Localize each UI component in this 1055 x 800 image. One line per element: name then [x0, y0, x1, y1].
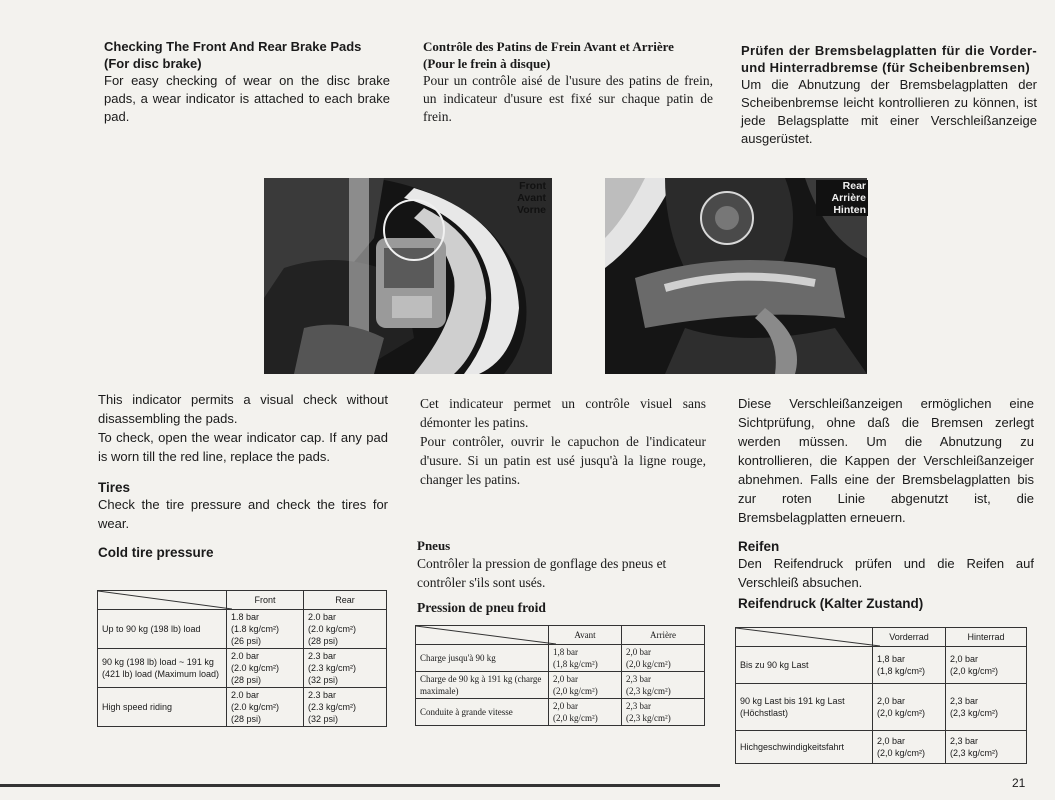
german-cold-title: Reifendruck (Kalter Zustand) — [738, 596, 924, 611]
table-cell-rear — [304, 649, 387, 688]
table-header-row — [416, 626, 705, 645]
value-kgcm: (2.3 kg/cm²) — [308, 702, 357, 712]
table-cell-rear — [946, 731, 1027, 764]
french-heading: Contrôle des Patins de Frein Avant et Arrière — [423, 39, 674, 54]
value-kgcm: (1,8 kg/cm²) — [877, 666, 926, 676]
french-tires-text: Contrôler la pression de gonflage des pneus et contrôler s'ils sont usés. — [417, 556, 667, 590]
table-col-front: Avant — [549, 626, 622, 645]
table-cell-rear — [622, 699, 705, 726]
english-tires-text: Check the tire pressure and check the tires for wear. — [98, 497, 388, 531]
table-row — [736, 647, 1027, 684]
table-cell-front — [549, 645, 622, 672]
german-tires-text: Den Reifendruck prüfen und die Reifen auf Verschleiß absuchen. — [738, 556, 1034, 590]
value-bar: 2,3 bar — [626, 674, 651, 684]
table-cell-rear — [622, 672, 705, 699]
english-heading: Checking The Front And Rear Brake Pads — [104, 39, 362, 54]
value-kgcm: (2.0 kg/cm²) — [231, 702, 280, 712]
table-row — [736, 731, 1027, 764]
value-bar: 2,0 bar — [553, 674, 578, 684]
front-photo-label — [496, 180, 546, 216]
table-row-label: Bis zu 90 kg Last — [736, 647, 873, 684]
table-header-row — [98, 591, 387, 610]
value-kgcm: (2,0 kg/cm²) — [626, 659, 671, 669]
french-check-text-1: Cet indicateur permet un contrôle visuel sans démonter les patins. — [420, 396, 706, 430]
front-label-en: Front — [519, 180, 546, 192]
table-corner-cell — [98, 591, 227, 610]
value-bar: 1,8 bar — [553, 647, 578, 657]
value-psi: (28 psi) — [231, 675, 262, 685]
table-row-label: Charge de 90 kg à 191 kg (charge maximale) — [416, 672, 549, 699]
value-bar: 2,3 bar — [950, 696, 979, 706]
french-tires-title: Pneus — [417, 538, 451, 553]
table-col-rear: Rear — [304, 591, 387, 610]
german-intro-text: Um die Abnutzung der Bremsbelagplatten der Scheibenbremse leicht kontrollieren zu können, ist jede Belagsplatte mit einer Verschleißanzeige ausgerüstet. — [741, 77, 1037, 146]
value-kgcm: (2,0 kg/cm²) — [553, 686, 598, 696]
table-row — [98, 688, 387, 727]
german-check-block — [738, 394, 1034, 611]
value-kgcm: (2,3 kg/cm²) — [626, 713, 671, 723]
table-row — [416, 645, 705, 672]
value-kgcm: (2.0 kg/cm²) — [308, 624, 357, 634]
english-check-block — [98, 390, 388, 560]
german-check-text: Diese Verschleißanzeigen ermöglichen eine Sichtprüfung, ohne daß die Bremsen zerlegt werden müssen. Um die Abnutzung zu kontrollieren, die Kappen der Verschleißanzeiger abnehmen. Falls eine der Bremsbelagplatten bis zur roten Linie abgenutzt ist, die Bremsbelagplatten erneuern. — [738, 396, 1034, 525]
english-intro-block — [104, 38, 390, 126]
table-col-rear: Hinterrad — [946, 628, 1027, 647]
table-row — [98, 610, 387, 649]
english-cold-title: Cold tire pressure — [98, 545, 214, 560]
value-kgcm: (2.0 kg/cm²) — [231, 663, 280, 673]
rear-photo-label — [816, 180, 868, 216]
table-cell-rear — [304, 610, 387, 649]
value-bar: 2.3 bar — [308, 690, 337, 700]
value-bar: 2,3 bar — [950, 736, 979, 746]
german-tires-title: Reifen — [738, 539, 780, 554]
front-label-de: Vorne — [517, 204, 546, 216]
table-row — [98, 649, 387, 688]
value-kgcm: (1,8 kg/cm²) — [553, 659, 598, 669]
front-label-fr: Avant — [517, 192, 546, 204]
table-corner-cell — [736, 628, 873, 647]
english-intro-text: For easy checking of wear on the disc brake pads, a wear indicator is attached to each brake pad. — [104, 73, 390, 124]
value-bar: 2,0 bar — [950, 654, 979, 664]
value-bar: 2.0 bar — [231, 651, 260, 661]
french-subheading: (Pour le frein à disque) — [423, 56, 551, 71]
french-check-text-2: Pour contrôler, ouvrir le capuchon de l'indicateur d'usure. Si un patin est usé jusqu'à la ligne rouge, changer les patins. — [420, 434, 706, 487]
bottom-scan-edge — [0, 784, 720, 787]
english-pressure-table — [97, 590, 387, 727]
french-tires-block — [417, 538, 707, 616]
value-bar: 2,3 bar — [626, 701, 651, 711]
table-row-label: Hichgeschwindigkeitsfahrt — [736, 731, 873, 764]
french-intro-block — [423, 38, 713, 126]
value-kgcm: (2,0 kg/cm²) — [950, 666, 999, 676]
table-row-label: 90 kg (198 lb) load ~ 191 kg (421 lb) load (Maximum load) — [98, 649, 227, 688]
english-tires-title: Tires — [98, 480, 131, 495]
table-cell-front — [873, 647, 946, 684]
french-check-block — [420, 394, 706, 489]
english-subheading: (For disc brake) — [104, 56, 202, 71]
diagonal-line — [736, 628, 880, 646]
german-pressure-table — [735, 627, 1027, 764]
german-intro-block — [741, 42, 1037, 148]
table-cell-front — [873, 684, 946, 731]
value-psi: (28 psi) — [231, 714, 262, 724]
table-cell-front — [873, 731, 946, 764]
rear-label-en: Rear — [842, 180, 866, 192]
table-col-front: Vorderrad — [873, 628, 946, 647]
value-psi: (28 psi) — [308, 636, 339, 646]
value-bar: 2,0 bar — [877, 736, 906, 746]
table-row-label: 90 kg Last bis 191 kg Last (Höchstlast) — [736, 684, 873, 731]
value-bar: 2,0 bar — [553, 701, 578, 711]
value-psi: (26 psi) — [231, 636, 262, 646]
value-bar: 2.0 bar — [308, 612, 337, 622]
value-kgcm: (1.8 kg/cm²) — [231, 624, 280, 634]
table-row-label: Up to 90 kg (198 lb) load — [98, 610, 227, 649]
table-cell-front — [227, 688, 304, 727]
table-row-label: Charge jusqu'à 90 kg — [416, 645, 549, 672]
value-bar: 2.3 bar — [308, 651, 337, 661]
value-kgcm: (2,3 kg/cm²) — [950, 748, 999, 758]
value-kgcm: (2,3 kg/cm²) — [950, 708, 999, 718]
table-cell-rear — [622, 645, 705, 672]
table-cell-rear — [304, 688, 387, 727]
german-heading: Prüfen der Bremsbelagplatten für die Vorder- und Hinterradbremse (für Scheibenbremsen) — [741, 43, 1037, 75]
french-intro-text: Pour un contrôle aisé de l'usure des patins de frein, un indicateur d'usure est fixé sur chaque patin de frein. — [423, 73, 713, 124]
english-check-text-2: To check, open the wear indicator cap. If any pad is worn till the red line, replace the pads. — [98, 430, 388, 464]
table-cell-rear — [946, 647, 1027, 684]
value-psi: (32 psi) — [308, 714, 339, 724]
table-cell-front — [227, 610, 304, 649]
value-kgcm: (2,3 kg/cm²) — [626, 686, 671, 696]
value-bar: 2,0 bar — [626, 647, 651, 657]
rear-label-fr: Arrière — [831, 192, 866, 204]
value-kgcm: (2.3 kg/cm²) — [308, 663, 357, 673]
value-kgcm: (2,0 kg/cm²) — [877, 708, 926, 718]
table-cell-front — [549, 699, 622, 726]
french-cold-title: Pression de pneu froid — [417, 600, 546, 615]
table-col-front: Front — [227, 591, 304, 610]
value-kgcm: (2,0 kg/cm²) — [877, 748, 926, 758]
value-kgcm: (2,0 kg/cm²) — [553, 713, 598, 723]
french-pressure-table — [415, 625, 705, 726]
diagonal-line — [98, 591, 232, 609]
table-row-label: High speed riding — [98, 688, 227, 727]
page-number: 21 — [1012, 776, 1026, 790]
table-row-label: Conduite à grande vitesse — [416, 699, 549, 726]
table-row — [416, 699, 705, 726]
diagonal-line — [416, 626, 556, 644]
table-row — [416, 672, 705, 699]
value-psi: (32 psi) — [308, 675, 339, 685]
table-corner-cell — [416, 626, 549, 645]
english-check-text-1: This indicator permits a visual check without disassembling the pads. — [98, 392, 388, 426]
value-bar: 1.8 bar — [231, 612, 260, 622]
rear-label-de: Hinten — [833, 204, 866, 216]
table-cell-front — [549, 672, 622, 699]
value-bar: 1,8 bar — [877, 654, 906, 664]
table-cell-rear — [946, 684, 1027, 731]
table-col-rear: Arrière — [622, 626, 705, 645]
table-row — [736, 684, 1027, 731]
table-cell-front — [227, 649, 304, 688]
table-header-row — [736, 628, 1027, 647]
value-bar: 2.0 bar — [231, 690, 260, 700]
value-bar: 2,0 bar — [877, 696, 906, 706]
